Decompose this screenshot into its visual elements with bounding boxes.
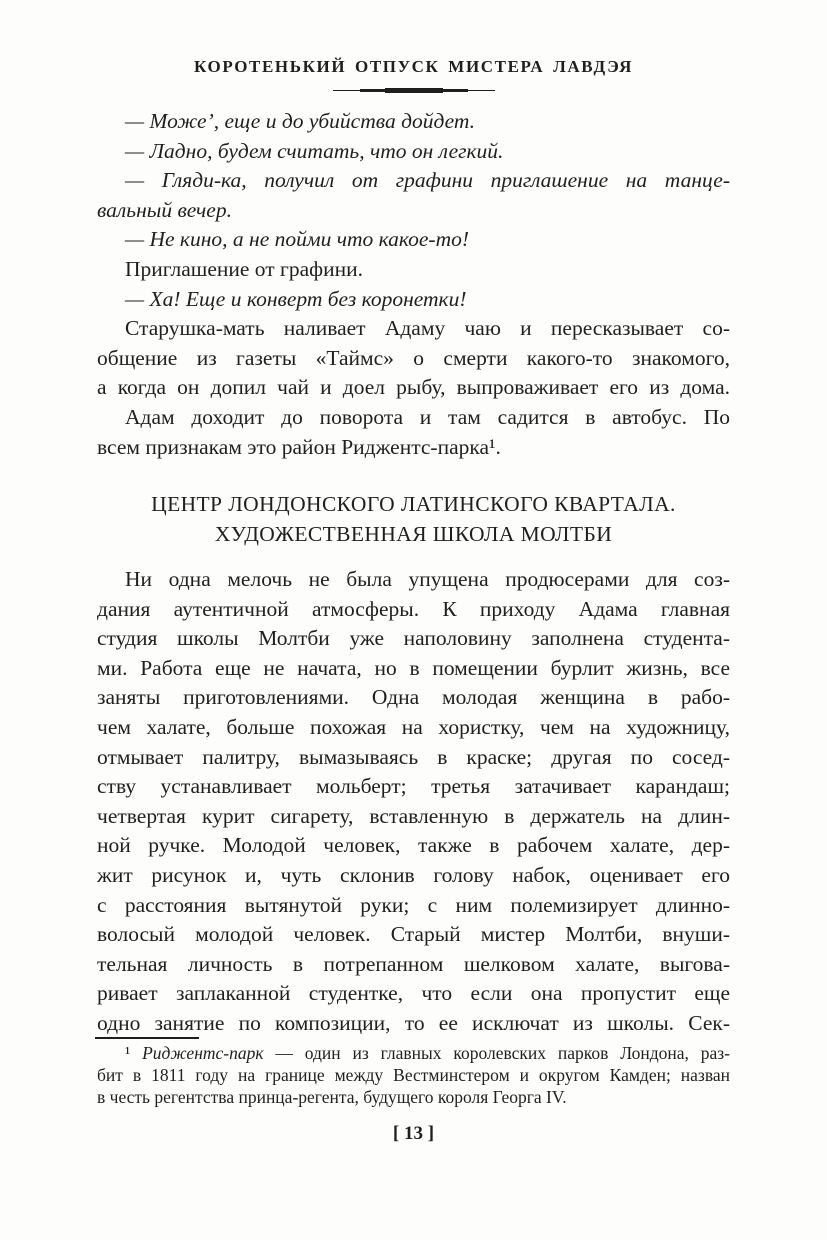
- body-text-line: заняты приготовлениями. Одна молодая женщина в рабо-: [97, 685, 730, 710]
- header-ornament-rule: [97, 87, 730, 94]
- footnote-line: в честь регентства принца-регента, будущего короля Георга IV.: [97, 1086, 567, 1107]
- body-text-line: тельная личность в потрепанном шелковом халате, выгова-: [97, 951, 730, 976]
- body-text-line: — Гляди-ка, получил от графини приглашение на танце-: [125, 168, 730, 193]
- page-number: [ 13 ]: [392, 1123, 435, 1144]
- section-heading-line: ХУДОЖЕСТВЕННАЯ ШКОЛА МОЛТБИ: [214, 522, 613, 546]
- section-heading-line: ЦЕНТР ЛОНДОНСКОГО ЛАТИНСКОГО КВАРТАЛА.: [151, 492, 676, 516]
- ornament-rule-segment: [468, 90, 495, 91]
- ornament-rule-segment: [385, 88, 443, 93]
- running-head: КОРОТЕНЬКИЙ ОТПУСК МИСТЕРА ЛАВДЭЯ: [194, 57, 633, 76]
- body-text-line: Старушка-мать наливает Адаму чаю и пересказывает со-: [125, 316, 730, 341]
- body-text-line: всем признакам это район Риджентс-парка¹.: [97, 434, 501, 459]
- body-text-line: Ни одна мелочь не была упущена продюсерами для соз-: [125, 567, 730, 591]
- body-text-line: — Ха! Еще и конверт без коронетки!: [125, 286, 467, 311]
- body-text-line: Адам доходит до поворота и там садится в автобус. По: [125, 404, 730, 429]
- ornament-rule-segment: [360, 89, 385, 92]
- text-segment: Риджентс-парк: [142, 1043, 264, 1063]
- body-text-line: Приглашение от графини.: [125, 256, 363, 281]
- body-text-line: вальный вечер.: [97, 197, 232, 222]
- body-text-line: чем халате, больше похожая на хористку, чем на художницу,: [97, 714, 730, 739]
- body-text-line: общение из газеты «Таймс» о смерти какого-то знакомого,: [97, 345, 730, 370]
- body-text-line: одно занятие по композиции, то ее исключат из школы. Сек-: [97, 1010, 730, 1035]
- body-text-line: ной ручке. Молодой человек, также в рабочем халате, дер-: [97, 833, 730, 858]
- body-text-line: — Може’, еще и до убийства дойдет.: [125, 109, 476, 133]
- body-text-line: дания аутентичной атмосферы. К приходу Адама главная: [97, 596, 730, 621]
- footnote-block: [97, 1043, 730, 1108]
- body-text-line: жит рисунок и, чуть склонив голову набок, оценивает его: [97, 862, 730, 887]
- body-text-line: ству устанавливает мольберт; третья затачивает карандаш;: [97, 774, 730, 799]
- footnote-line: [97, 1043, 730, 1065]
- body-text-line: студия школы Молтби уже наполовину заполнена студента-: [97, 626, 730, 651]
- narrative-paragraph-block: [97, 565, 730, 1039]
- body-text-line: а когда он допил чай и доел рыбу, выпроваживает его из дома.: [97, 375, 730, 400]
- body-text-line: волосый молодой человек. Старый мистер Молтби, внуши-: [97, 922, 730, 947]
- dialogue-and-narrative-block: [97, 107, 730, 462]
- footnote-line: бит в 1811 году на границе между Вестминстером и округом Камден; назван: [97, 1064, 730, 1085]
- text-segment: ¹: [125, 1043, 143, 1063]
- body-text-line: четвертая курит сигарету, вставленную в держатель на длин-: [97, 803, 730, 828]
- ornament-rule-segment: [443, 89, 468, 92]
- footnote-rule: [95, 1037, 199, 1039]
- body-text-line: — Не кино, а не пойми что какое-то!: [125, 227, 470, 252]
- body-text-line: ривает заплаканной студентке, что если она пропустит еще: [97, 981, 730, 1006]
- section-heading: [97, 489, 730, 549]
- body-text-line: ми. Работа еще не начата, но в помещении бурлит жизнь, все: [97, 655, 730, 680]
- body-text-line: с расстояния вытянутой руки; с ним полемизирует длинно-: [97, 892, 730, 917]
- body-text-line: отмывает палитру, вымазываясь в краске; другая по сосед-: [97, 744, 730, 769]
- body-text-line: — Ладно, будем считать, что он легкий.: [125, 138, 504, 163]
- text-segment: — один из главных королевских парков Лондона, раз-: [263, 1043, 730, 1063]
- ornament-rule-segment: [333, 90, 360, 91]
